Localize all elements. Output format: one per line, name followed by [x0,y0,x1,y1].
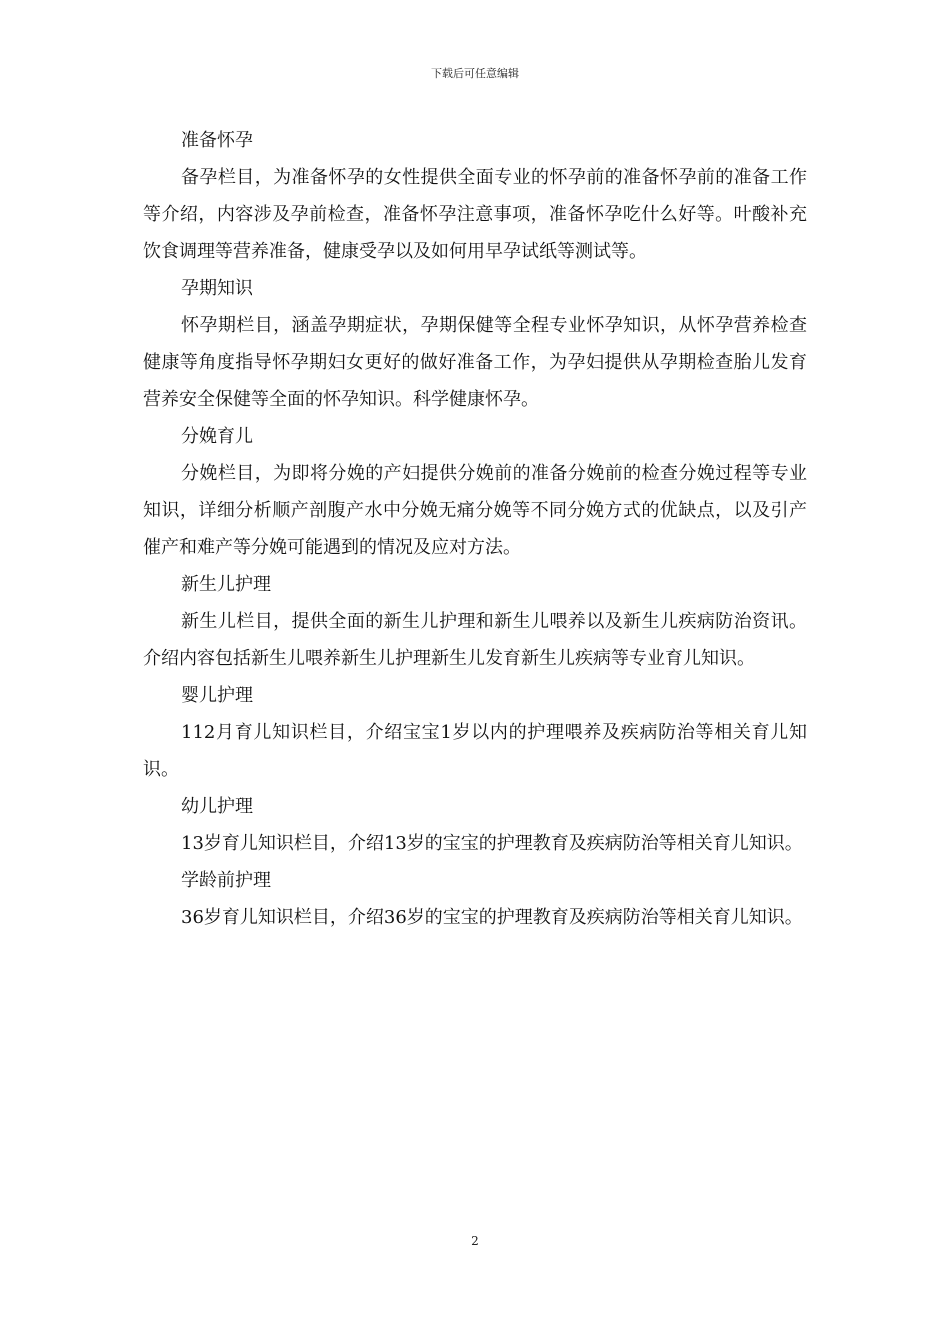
section-title-toddler-care: 幼儿护理 [181,796,253,817]
section-body-preschool-care: 36岁育儿知识栏目，介绍36岁的宝宝的护理教育及疾病防治等相关育儿知识。 [181,907,803,928]
section-title-infant-care: 婴儿护理 [181,685,253,706]
section-body-toddler-care: 13岁育儿知识栏目，介绍13岁的宝宝的护理教育及疾病防治等相关育儿知识。 [181,833,803,854]
section-title-prepare-pregnancy: 准备怀孕 [181,130,253,151]
section-body-pregnancy-knowledge: 怀孕期栏目，涵盖孕期症状，孕期保健等全程专业怀孕知识，从怀孕营养检查健康等角度指导怀孕期妇女更好的做好准备工作，为孕妇提供从孕期检查胎儿发育营养安全保健等全面的怀孕知识。科学健康怀孕。 [143,315,807,410]
section-title-childbirth: 分娩育儿 [181,426,253,447]
page-number: 2 [471,1234,479,1248]
section-body-newborn-care: 新生儿栏目，提供全面的新生儿护理和新生儿喂养以及新生儿疾病防治资讯。介绍内容包括新生儿喂养新生儿护理新生儿发育新生儿疾病等专业育儿知识。 [143,611,807,669]
section-body-prepare-pregnancy: 备孕栏目，为准备怀孕的女性提供全面专业的怀孕前的准备怀孕前的准备工作等介绍，内容涉及孕前检查，准备怀孕注意事项，准备怀孕吃什么好等。叶酸补充饮食调理等营养准备，健康受孕以及如何用早孕试纸等测试等。 [143,167,807,262]
section-title-newborn-care: 新生儿护理 [181,574,271,595]
section-title-preschool-care: 学龄前护理 [181,870,271,891]
section-body-infant-care: 112月育儿知识栏目，介绍宝宝1岁以内的护理喂养及疾病防治等相关育儿知识。 [143,722,807,780]
section-title-pregnancy-knowledge: 孕期知识 [181,278,253,299]
section-body-childbirth: 分娩栏目，为即将分娩的产妇提供分娩前的准备分娩前的检查分娩过程等专业知识，详细分析顺产剖腹产水中分娩无痛分娩等不同分娩方式的优缺点，以及引产催产和难产等分娩可能遇到的情况及应对方法。 [143,463,807,558]
page-header-note: 下载后可任意编辑 [431,67,519,80]
document-body [143,122,807,936]
